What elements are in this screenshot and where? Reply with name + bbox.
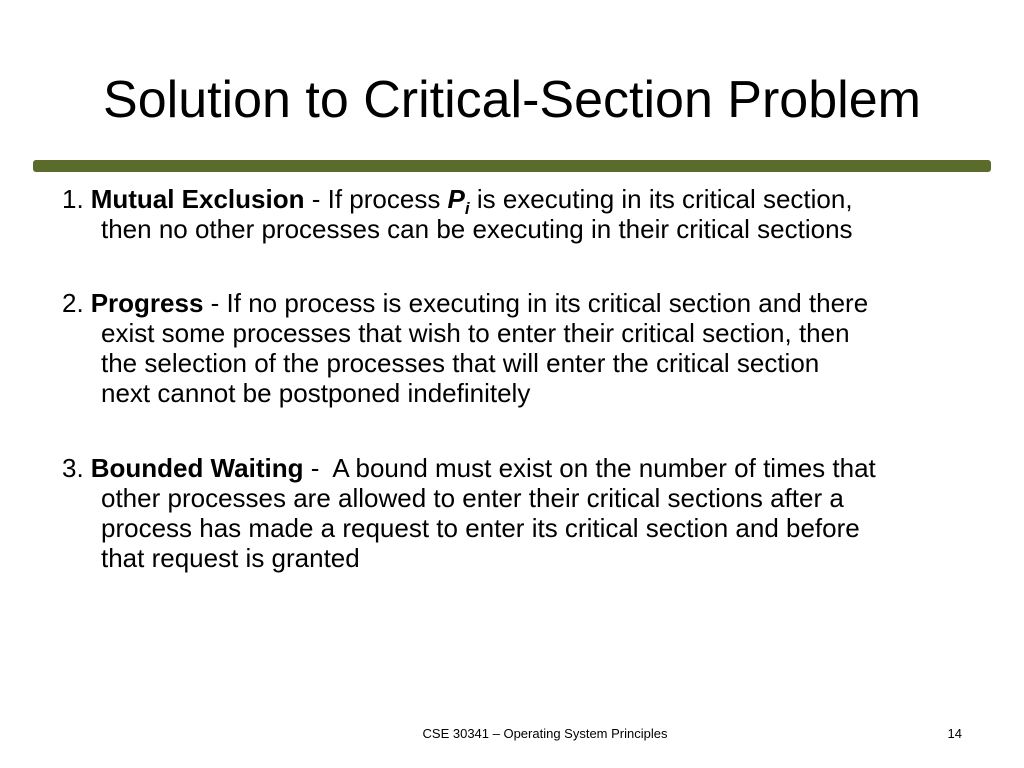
criterion-first-line <box>62 184 853 218</box>
slide-title: Solution to Critical-Section Problem <box>103 71 921 129</box>
criterion-bounded-waiting <box>62 453 876 573</box>
criterion-term: Mutual Exclusion <box>90 184 305 214</box>
criterion-continuation-line: then no other processes can be executing in their critical sections <box>101 214 853 244</box>
criterion-continuation-line: the selection of the processes that will enter the critical section <box>101 348 820 378</box>
process-symbol-subscript: i <box>464 199 470 218</box>
footer-course-title: CSE 30341 – Operating System Principles <box>422 726 668 741</box>
criterion-continuation-line: that request is granted <box>101 543 360 573</box>
criterion-term: Progress <box>90 288 204 318</box>
criterion-lead: - If process <box>304 184 448 214</box>
criterion-first-line <box>62 288 868 318</box>
criterion-continuation-line: other processes are allowed to enter their critical sections after a <box>101 483 844 513</box>
criterion-number: 1. <box>62 184 84 214</box>
criterion-continuation-line: exist some processes that wish to enter their critical section, then <box>101 318 850 348</box>
criterion-term: Bounded Waiting <box>90 453 304 483</box>
criterion-lead: - A bound must exist on the number of times that <box>303 453 876 483</box>
process-symbol: P <box>447 184 465 214</box>
criterion-number: 2. <box>62 288 84 318</box>
criterion-first-line <box>62 453 876 483</box>
criterion-progress <box>62 288 868 408</box>
criterion-lead-rest: is executing in its critical section, <box>469 184 853 214</box>
slide-number: 14 <box>947 726 962 741</box>
criterion-lead: - If no process is executing in its critical section and there <box>203 288 869 318</box>
title-rule <box>33 160 991 172</box>
criterion-number: 3. <box>62 453 84 483</box>
criterion-continuation-line: next cannot be postponed indefinitely <box>101 378 531 408</box>
criterion-continuation-line: process has made a request to enter its critical section and before <box>101 513 860 543</box>
criterion-mutual-exclusion <box>62 184 853 244</box>
